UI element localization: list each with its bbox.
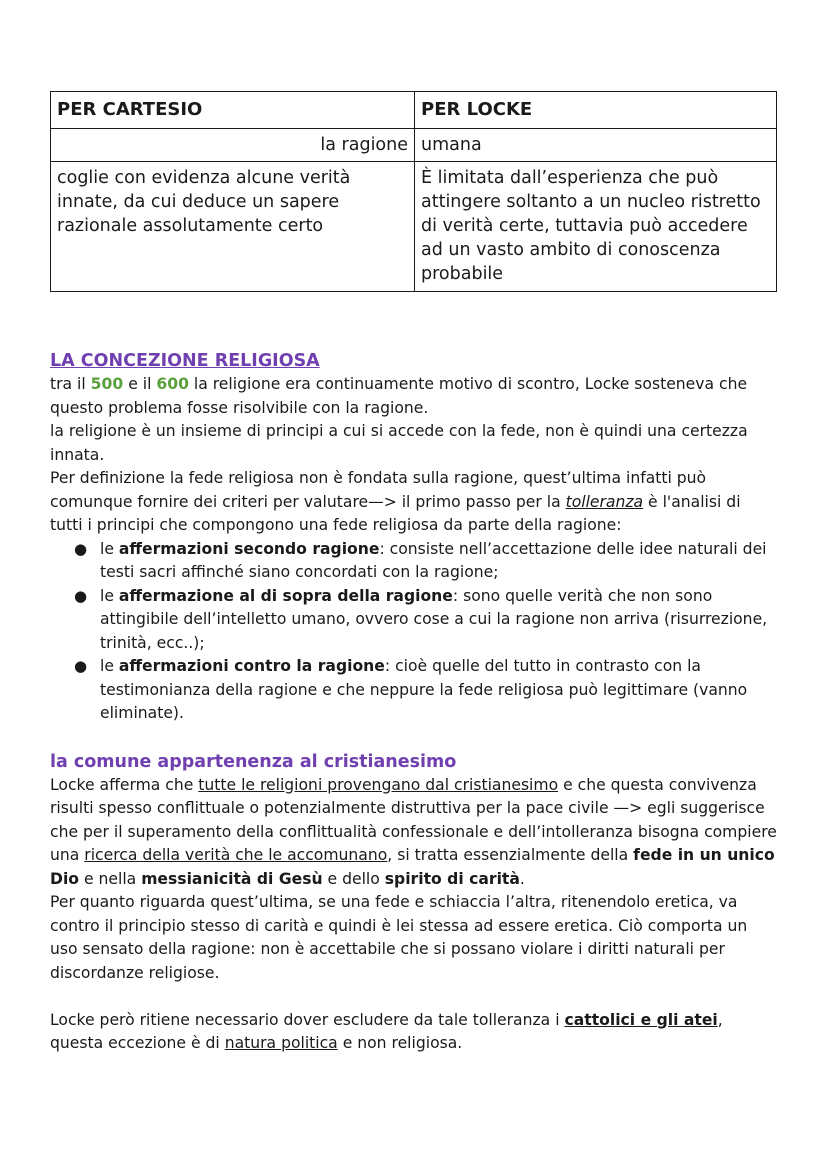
year-600: 600 [156,375,189,393]
year-500: 500 [90,375,124,393]
section-title-cristianesimo: la comune appartenenza al cristianesimo [50,751,457,772]
bullet-list [50,538,777,726]
section-body-cristianesimo [50,774,777,1056]
list-item: ● le affermazione al di sopra della ragione: sono quelle verità che non sono attingibile dell’intelletto umano, ovvero cose a cui la ragione non arriva (risurrezione, trinità, ecc..); [74,586,768,652]
cell-umana: umana [415,129,777,162]
table-row [51,162,777,292]
blank-line [50,985,777,1009]
bullet-dot-icon: ● [74,586,88,605]
cell-locke-desc: È limitata dall’esperienza che può attingere soltanto a un nucleo ristretto di verità certe, tuttavia può accedere ad un vasto ambito di conoscenza probabile [415,162,777,292]
paragraph: Locke afferma che tutte le religioni provengano dal cristianesimo e che questa convivenza risulti spesso conflittuale o potenzialmente distruttiva per la pace civile —> egli suggerisce che per il superamento della conflittualità confessionale e dell’intolleranza bisogna compiere una ricerca della verità che le accomunano, si tratta essenzialmente della fede in un unico Dio e nella messianicità di Gesù e dello spirito di carità. [50,775,777,888]
paragraph: Per quanto riguarda quest’ultima, se una fede e schiaccia l’altra, ritenendolo eretica, va contro il principio stesso di carità e quindi è lei stessa ad essere eretica. Ciò comporta un uso sensato della ragione: non è accettabile che si possano violare i diritti naturali per discordanze religiose. [50,893,748,982]
list-item: ● le affermazioni contro la ragione: cioè quelle del tutto in contrasto con la testimonianza della ragione e che neppure la fede religiosa può legittimare (vanno eliminate). [74,657,748,722]
list-item: ● le affermazioni secondo ragione: consiste nell’accettazione delle idee naturali dei testi sacri affinché siano concordati con la ragione; [74,539,767,581]
paragraph: Per definizione la fede religiosa non è fondata sulla ragione, quest’ultima infatti può comunque fornire dei criteri per valutare—> il primo passo per la tolleranza è l'analisi di tutti i principi che compongono una fede religiosa da parte della ragione: [50,469,741,534]
paragraph: la religione è un insieme di principi a cui si accede con la fede, non è quindi una certezza innata. [50,422,748,464]
header-cartesio: PER CARTESIO [51,92,415,129]
paragraph: Locke però ritiene necessario dover escludere da tale tolleranza i cattolici e gli atei, questa eccezione è di natura politica e non religiosa. [50,1010,723,1052]
table-row [51,129,777,162]
paragraph: tra il 500 e il 600 la religione era continuamente motivo di scontro, Locke sosteneva che questo problema fosse risolvibile con la ragione. [50,375,748,417]
section-body-concezione [50,373,777,726]
comparison-table [50,91,777,292]
tolleranza-term: tolleranza [565,492,644,511]
table-header-row [51,92,777,129]
cattolici-atei-term: cattolici e gli atei [564,1010,718,1029]
header-locke: PER LOCKE [415,92,777,129]
cell-ragione: la ragione [51,129,415,162]
bullet-dot-icon: ● [74,539,88,558]
document-page [50,91,777,1056]
section-title-concezione: LA CONCEZIONE RELIGIOSA [50,351,320,371]
bullet-dot-icon: ● [74,657,88,675]
cell-cartesio-desc: coglie con evidenza alcune verità innate, da cui deduce un sapere razionale assolutamente certo [51,162,415,292]
